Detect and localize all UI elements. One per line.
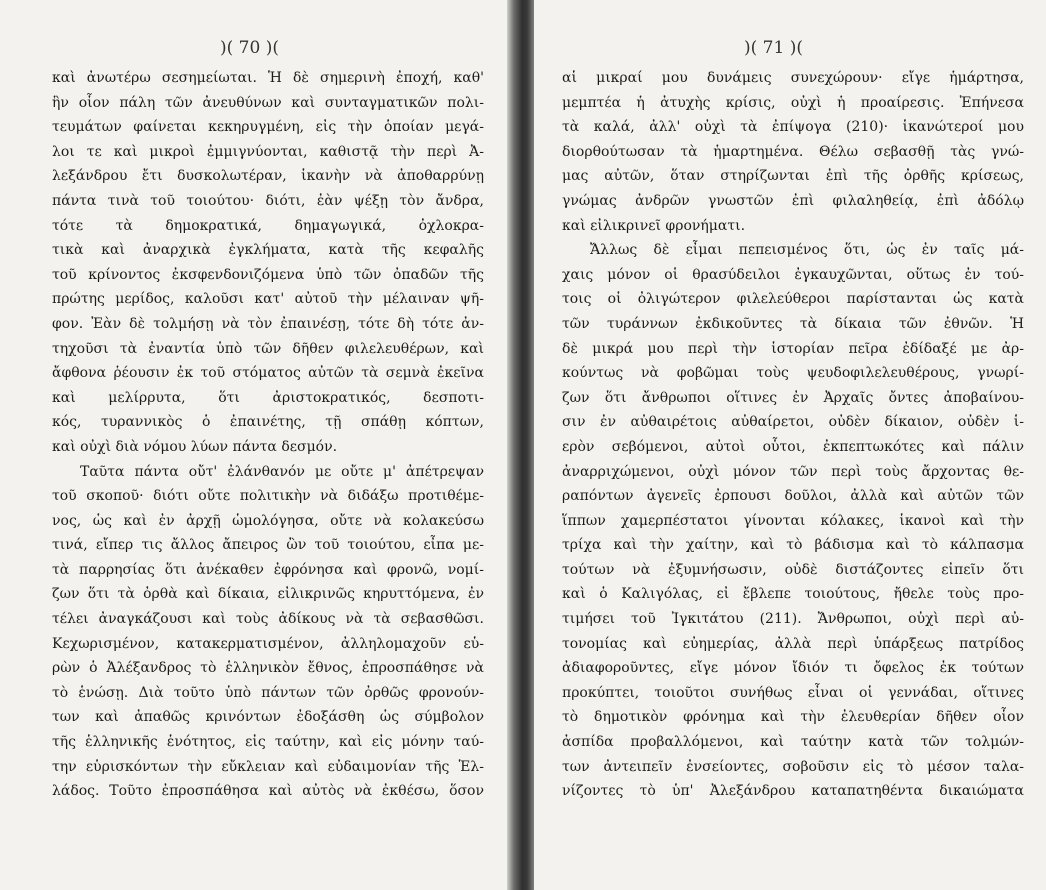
body-text — [52, 66, 484, 804]
text-line: τὸ ἑνώσῃ. Διὰ τοῦτο ὑπὸ πάντων τῶν ὀρθῶς φρονούν- — [52, 684, 484, 701]
text-line: σιν ἐν αὐθαιρέτοις αὐθαίρετοι, οὐδὲν δίκαιον, οὐδὲν ἱ- — [562, 414, 1024, 431]
text-line: καὶ εἰλικρινεῖ φρονήματι. — [562, 217, 746, 234]
text-line: τὰ παρρησίας ὅτι ἀνέκαθεν ἐφρόνησα καὶ φρονῶ, νομί- — [52, 561, 484, 578]
text-line: λοι τε καὶ μικροὶ ἐμμιγνύονται, καθιστᾷ τὴν περὶ Ἀ- — [52, 143, 484, 160]
text-line: τευμάτων φαίνεται κεκηρυγμένη, εἰς τὴν ὁποίαν μεγά- — [52, 119, 484, 136]
text-line: τῆς ἑλληνικῆς ἑνότητος, εἰς ταύτην, καὶ εἰς μόνην ταύ- — [52, 734, 484, 751]
text-line: νίζοντες τὸ ὑπ' Ἀλεξάνδρου καταπατηθέντα δικαιώματα — [562, 783, 1024, 800]
text-line: των καὶ ἀπαθῶς κρινόντων ἐδοξάσθη ὡς σύμβολον — [52, 709, 484, 726]
text-line: Ταῦτα πάντα οὔτ' ἐλάνθανόν με οὔτε μ' ἀπέτρεψαν — [80, 463, 484, 480]
body-text — [562, 66, 1024, 804]
text-line: τέλει ἀναγκάζουσι καὶ τοὺς ἀδίκους νὰ τὰ σεβασθῶσι. — [52, 611, 484, 628]
text-line: Κεχωρισμένον, κατακερματισμένον, ἀλληλομαχοῦν εὑ- — [52, 635, 484, 652]
text-line: τρίχα καὶ τὴν χαίτην, καὶ τὸ βάδισμα καὶ τὸ κάλπασμα — [562, 537, 1024, 554]
text-line: πάντα τινὰ τοῦ τοιούτου· διότι, ἐὰν ψέξῃ τὸν ἄνδρα, — [52, 192, 484, 209]
left-page — [0, 0, 512, 890]
page-number: )( 70 )( — [220, 38, 279, 58]
text-line: ἣν οἷον πάλη τῶν ἀνευθύνων καὶ συνταγματικῶν πολι- — [52, 94, 484, 111]
text-line: πρώτης μερίδος, καλοῦσι κατ' αὐτοῦ τὴν μέλαιναν ψῆ- — [52, 291, 484, 308]
text-line: νος, ὡς καὶ ἐν ἀρχῇ ὡμολόγησα, οὔτε νὰ κολακεύσω — [52, 512, 484, 529]
page-number: )( 71 )( — [744, 38, 803, 58]
text-line: τικὰ καὶ ἀναρχικὰ ἐγκλήματα, κατὰ τῆς κεφαλῆς — [52, 242, 484, 259]
text-line: καὶ ἀνωτέρω σεσημείωται. Ἡ δὲ σημερινὴ ἐποχή, καθ' — [52, 70, 484, 86]
text-line: τονομίας καὶ εὐημερίας, ἀλλὰ περὶ ὑπάρξεως πατρίδος — [562, 635, 1024, 652]
text-line: ζων ὅτι ἄνθρωποι οἵτινες ἐν Ἀρχαῖς ὄντες ἀποβαίνου- — [562, 389, 1024, 406]
text-line: τιμήσει τοῦ Ἰγκιτάτου (211). Ἄνθρωποι, οὐχὶ περὶ αὐ- — [562, 611, 1024, 628]
text-line: τοῦ κρίνοντος ἐκσφενδονιζόμενα ὑπὸ τῶν ὀπαδῶν τῆς — [52, 266, 484, 283]
text-line: των ἀντειπεῖν ἐνσείοντες, σοβοῦσιν εἰς τὸ μέσον ταλα- — [562, 758, 1024, 775]
text-line: γνώμας ἀνδρῶν γνωστῶν ἐπὶ φιλαληθείᾳ, ἐπὶ ἀδόλῳ — [562, 192, 1024, 209]
text-line: την εὑρισκόντων τὴν εὔκλειαν καὶ εὐδαιμονίαν τῆς Ἑλ- — [52, 758, 484, 775]
text-line: ρὼν ὁ Ἀλέξανδρος τὸ ἑλληνικὸν ἔθνος, ἐπροσπάθησε νὰ — [52, 660, 484, 677]
text-line: κούντως νὰ φοβῶμαι τοὺς ψευδοφιλελευθέρους, γνωρί- — [562, 365, 1024, 382]
text-line: αἱ μικραί μου δυνάμεις συνεχώρουν· εἴγε ἡμάρτησα, — [562, 70, 1024, 86]
text-line: καὶ ὁ Καλιγόλας, εἰ ἔβλεπε τοιούτους, ἤθελε τοὺς προ- — [562, 586, 1024, 603]
text-line: ἀναρριχώμενοι, οὐχὶ μόνον τῶν περὶ τοὺς ἄρχοντας θε- — [562, 463, 1024, 480]
text-line: τὰ καλά, ἀλλ' οὐχὶ τὰ ἐπίψογα (210)· ἱκανώτεροί μου — [562, 119, 1024, 136]
text-line: λάδος. Τοῦτο ἐπροσπάθησα καὶ αὐτὸς νὰ ἐκθέσω, ὅσον — [52, 783, 484, 800]
text-line: ζων ὅτι τὰ ὀρθὰ καὶ δίκαια, εἰλικρινῶς κηρυττόμενα, ἐν — [52, 586, 484, 603]
right-page — [534, 0, 1046, 890]
text-line: καὶ μελίρρυτα, ὅτι ἀριστοκρατικός, δεσποτι- — [52, 389, 484, 406]
text-line: κός, τυραννικὸς ὁ ἐπαινέτης, τῇ σπάθῃ κόπτων, — [52, 414, 484, 431]
text-line: δὲ μικρά μου περὶ τὴν ἱστορίαν πεῖρα ἐδίδαξέ με ἀρ- — [562, 340, 1024, 357]
text-line: καὶ οὐχὶ διὰ νόμου λύων πάντα δεσμόν. — [52, 438, 338, 455]
text-line: λεξάνδρου ἔτι δυσκολωτέραν, ἱκανὴν νὰ ἀποθαρρύνῃ — [52, 168, 484, 185]
text-line: τοις οἱ ὀλιγώτερον φιλελεύθεροι παρίστανται ὡς κατὰ — [562, 291, 1024, 308]
text-line: ραπόντων ἀγενεῖς ἐρπουσι δοῦλοι, ἀλλὰ καὶ αὐτῶν τῶν — [562, 488, 1024, 505]
text-line: Ἄλλως δὲ εἶμαι πεπεισμένος ὅτι, ὡς ἐν ταῖς μά- — [590, 242, 1024, 259]
text-line: τηχοῦσι τὰ ἐναντία ὑπὸ τῶν δῆθεν φιλελευθέρων, καὶ — [52, 340, 484, 357]
text-line: χαις μόνον οἱ θρασύδειλοι ἐγκαυχῶνται, οὕτως ἐν τού- — [562, 266, 1024, 283]
text-line: διορθούτωσαν τὰ ἡμαρτημένα. Θέλω σεβασθῇ τὰς γνώ- — [562, 143, 1024, 160]
text-line: τότε τὰ δημοκρατικά, δημαγωγικά, ὀχλοκρα- — [52, 217, 484, 234]
text-line: τῶν τυράννων ἐκδικοῦντες τὰ δίκαια τῶν ἐθνῶν. Ἡ — [562, 315, 1024, 332]
text-line: μας αὐτῶν, ὅταν στηρίζωνται ἐπὶ τῆς ὀρθῆς κρίσεως, — [562, 168, 1024, 185]
text-line: ἄφθονα ῥέουσιν ἐκ τοῦ στόματος αὐτῶν τὰ σεμνὰ ἐκεῖνα — [52, 365, 484, 382]
text-line: μεμπτέα ἡ ἀτυχὴς κρίσις, οὐχὶ ἡ προαίρεσις. Ἐπήνεσα — [562, 94, 1024, 111]
text-line: τινά, εἴπερ τις ἄλλος ἄπειρος ὢν τοῦ τοιούτου, εἶπα με- — [52, 537, 484, 554]
text-line: τὸ δημοτικὸν φρόνημα καὶ τὴν ἐλευθερίαν δῆθεν οἷον — [562, 709, 1024, 726]
text-line: τοῦ σκοποῦ· διότι οὔτε πολιτικὴν νὰ διδάξω προτιθέμε- — [52, 488, 484, 505]
text-line: ερὸν σεβόμενοι, αὐτοὶ οὗτοι, ἐκπεπτωκότες καὶ πάλιν — [562, 438, 1024, 455]
text-line: ἀσπίδα προβαλλόμενοι, καὶ ταύτην κατὰ τῶν τολμών- — [562, 734, 1024, 751]
text-line: προκύπτει, τοιοῦτοι συνήθως εἶναι οἱ γεννάδαι, οἵτινες — [562, 684, 1024, 701]
text-line: τούτων νὰ ἐξυμνήσωσιν, οὐδὲ διστάζοντες εἰπεῖν ὅτι — [562, 561, 1024, 578]
text-line: ἀδιαφοροῦντες, εἴγε μόνον ἴδιόν τι ὄφελος ἐκ τούτων — [562, 660, 1024, 677]
text-line: φον. Ἐὰν δὲ τολμήσῃ νὰ τὸν ἐπαινέσῃ, τότε δὴ τότε ἀν- — [52, 315, 484, 332]
text-line: ἵππων χαμερπέστατοι γίνονται κόλακες, ἱκανοὶ καὶ τὴν — [562, 512, 1024, 529]
